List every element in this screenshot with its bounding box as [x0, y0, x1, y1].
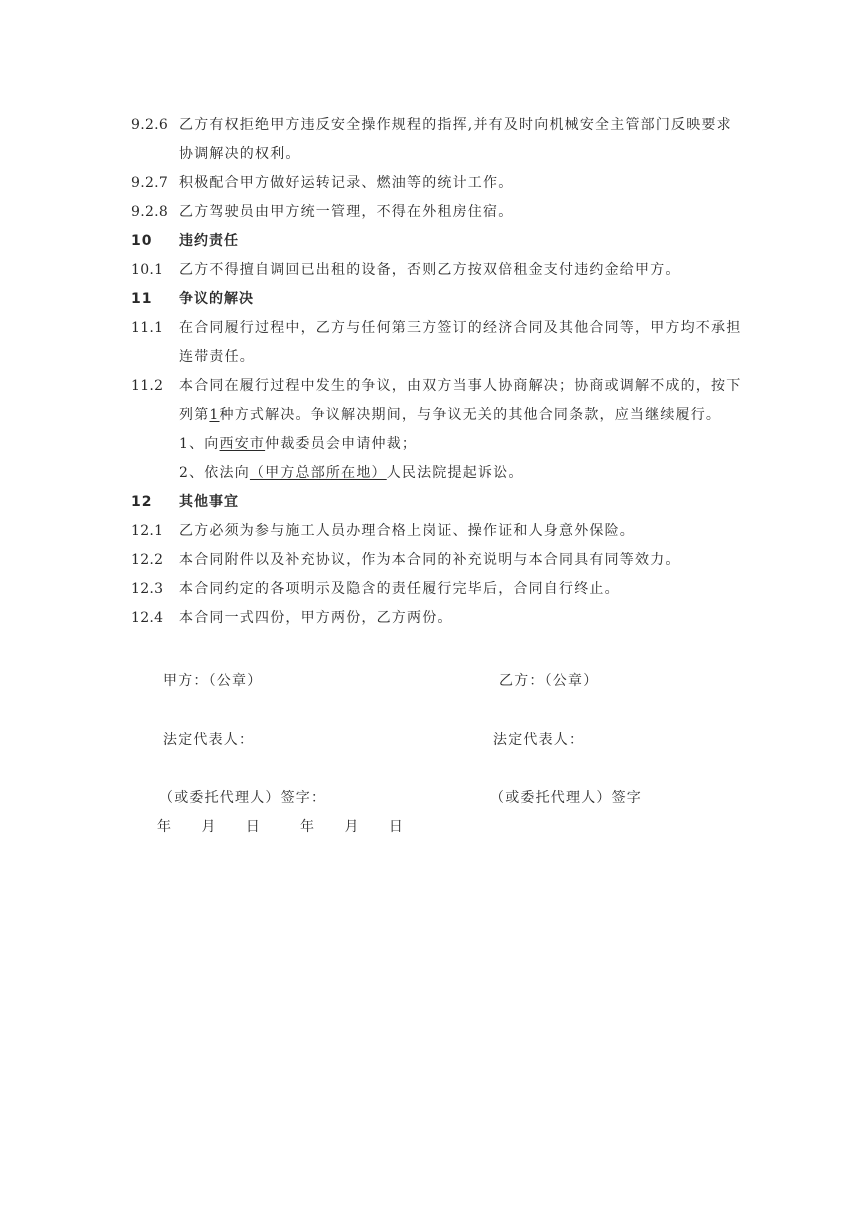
section-number: 11 [131, 291, 153, 307]
party-a-date-label: 年 月 日 [157, 819, 264, 835]
clause-number: 12.1 [131, 523, 164, 539]
party-a-legal-rep-label: 法定代表人： [163, 732, 255, 748]
clause-number: 9.2.7 [131, 175, 169, 191]
clause-number: 12.2 [131, 552, 164, 568]
arbitration-city: 西安市 [219, 436, 266, 452]
option-suffix: 仲裁委员会申请仲裁； [265, 436, 418, 452]
party-a-seal-label: 甲方：（公章） [163, 673, 263, 689]
party-b-legal-rep-label: 法定代表人： [493, 732, 585, 748]
party-a-agent-signature-label: （或委托代理人）签字： [159, 790, 327, 806]
clause-text: 乙方不得擅自调回已出租的设备，否则乙方按双倍租金支付违约金给甲方。 [179, 262, 681, 278]
option-prefix: 1、向 [179, 436, 220, 452]
clause-number: 9.2.8 [131, 204, 169, 220]
clause-text: 本合同在履行过程中发生的争议，由双方当事人协商解决；协商或调解不成的，按下 [179, 378, 742, 394]
option-suffix: 人民法院提起诉讼。 [386, 465, 524, 481]
clause-text: 本合同约定的各项明示及隐含的责任履行完毕后，合同自行终止。 [179, 581, 620, 597]
clause-text: 本合同一式四份，甲方两份，乙方两份。 [179, 610, 453, 626]
clause-text-continued: 连带责任。 [179, 349, 255, 365]
clause-text-continued: 协调解决的权利。 [179, 146, 301, 162]
clause-text: 本合同附件以及补充协议，作为本合同的补充说明与本合同具有同等效力。 [179, 552, 681, 568]
clause-number: 11.1 [131, 320, 164, 336]
clause-text: 乙方有权拒绝甲方违反安全操作规程的指挥,并有及时向机械安全主管部门反映要求 [179, 117, 732, 133]
clause-number: 12.4 [131, 610, 164, 626]
section-title: 违约责任 [179, 233, 239, 249]
clause-number: 12.3 [131, 581, 164, 597]
clause-text: 乙方驾驶员由甲方统一管理，不得在外租房住宿。 [179, 204, 514, 220]
court-location: （甲方总部所在地） [249, 465, 387, 481]
clause-number: 11.2 [131, 378, 164, 394]
section-number: 10 [131, 233, 153, 249]
clause-text-part: 列第 [179, 407, 210, 423]
clause-text-part: 种方式解决。争议解决期间，与争议无关的其他合同条款，应当继续履行。 [219, 407, 722, 423]
clause-text: 在合同履行过程中，乙方与任何第三方签订的经济合同及其他合同等，甲方均不承担 [179, 320, 742, 336]
clause-text: 积极配合甲方做好运转记录、燃油等的统计工作。 [179, 175, 514, 191]
section-title: 争议的解决 [179, 291, 254, 307]
clause-text: 乙方必须为参与施工人员办理合格上岗证、操作证和人身意外保险。 [179, 523, 635, 539]
clause-number: 9.2.6 [131, 117, 169, 133]
arbitration-option [179, 434, 417, 454]
party-b-seal-label: 乙方：（公章） [499, 673, 599, 689]
litigation-option [179, 463, 524, 483]
clause-number: 10.1 [131, 262, 164, 278]
party-b-date-label: 年 月 日 [300, 819, 407, 835]
party-b-agent-signature-label: （或委托代理人）签字 [490, 790, 642, 806]
section-title: 其他事宜 [179, 494, 239, 510]
option-prefix: 2、依法向 [179, 465, 250, 481]
section-number: 12 [131, 494, 153, 510]
clause-text-continued [179, 405, 721, 425]
dispute-method-choice: 1 [209, 407, 220, 423]
